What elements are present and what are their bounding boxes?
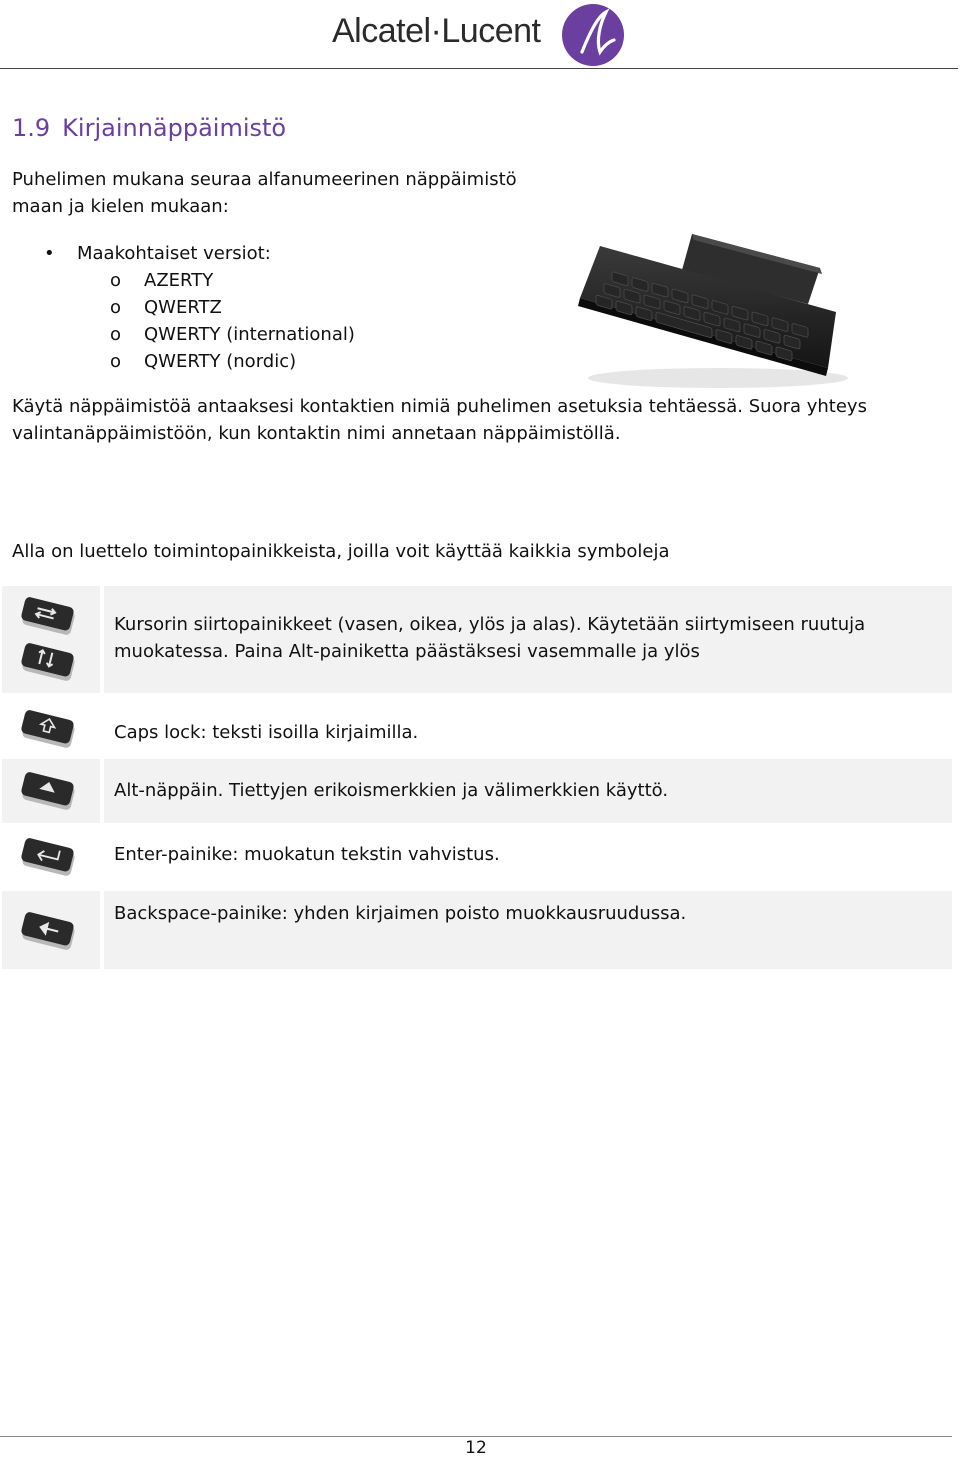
version-qwerty-nordic: QWERTY (nordic) (144, 351, 297, 372)
version-azerty: AZERTY (144, 270, 214, 291)
sub-bullet-marker: o (110, 270, 122, 291)
caps-lock-icon (18, 705, 82, 755)
alt-key-description: Alt-näppäin. Tiettyjen erikoismerkkien ja välimerkkien käyttö. (114, 780, 669, 801)
sub-bullet-marker: o (110, 351, 122, 372)
section-title: Kirjainnäppäimistö (62, 114, 287, 142)
key-icon-cell (2, 693, 100, 759)
usage-paragraph: Käytä näppäimistöä antaaksesi kontaktien nimiä puhelimen asetuksia tehtäessä. Suora yhteys valintanäppäimistöön, kun kontaktin nimi annetaan näppäimistöllä. (12, 396, 867, 444)
table-row (2, 891, 952, 969)
enter-key-description: Enter-painike: muokatun tekstin vahvistus. (114, 844, 500, 865)
header-divider (0, 68, 958, 69)
cursor-keys-description: Kursorin siirtopainikkeet (vasen, oikea, ylös ja alas). Käytetään siirtymiseen ruutuja muokatessa. Paina Alt-painiketta päästäksesi vasemmalle ja ylös (114, 614, 866, 662)
key-icon-cell (2, 823, 100, 891)
key-description-cell (104, 759, 952, 823)
version-qwertz: QWERTZ (144, 297, 222, 318)
backspace-key-icon (18, 907, 82, 959)
keyboard-image (572, 226, 854, 398)
backspace-key-description: Backspace-painike: yhden kirjaimen poisto muokkausruudussa. (114, 903, 687, 924)
table-row (2, 823, 952, 891)
sub-bullet-marker: o (110, 297, 122, 318)
key-icon-cell (2, 586, 100, 693)
sub-bullet-marker: o (110, 324, 122, 345)
enter-key-icon (18, 833, 82, 885)
alt-key-icon (18, 767, 82, 817)
table-row (2, 586, 952, 693)
alcatel-lucent-logo-icon (560, 2, 626, 68)
caps-lock-description: Caps lock: teksti isoilla kirjaimilla. (114, 722, 419, 743)
intro-paragraph: Puhelimen mukana seuraa alfanumeerinen näppäimistö maan ja kielen mukaan: (12, 169, 517, 217)
section-heading (12, 114, 286, 142)
bullet-text: Maakohtaiset versiot: (77, 243, 271, 264)
brand-name: Alcatel·Lucent (332, 12, 541, 50)
section-number: 1.9 (12, 114, 51, 142)
key-description-cell (104, 891, 952, 969)
function-keys-intro: Alla on luettelo toimintopainikkeista, joilla voit käyttää kaikkia symboleja (12, 541, 670, 562)
key-description-cell (104, 823, 952, 891)
key-description-cell (104, 586, 952, 693)
cursor-keys-icon (18, 594, 82, 686)
key-icon-cell (2, 891, 100, 969)
bullet-marker: • (44, 243, 55, 264)
key-description-cell (104, 693, 952, 759)
function-keys-table (2, 586, 952, 969)
footer-divider (0, 1436, 952, 1437)
page-number: 12 (465, 1438, 487, 1458)
key-icon-cell (2, 759, 100, 823)
table-row (2, 759, 952, 823)
table-row (2, 693, 952, 759)
page-header (0, 0, 960, 68)
version-qwerty-international: QWERTY (international) (144, 324, 355, 345)
